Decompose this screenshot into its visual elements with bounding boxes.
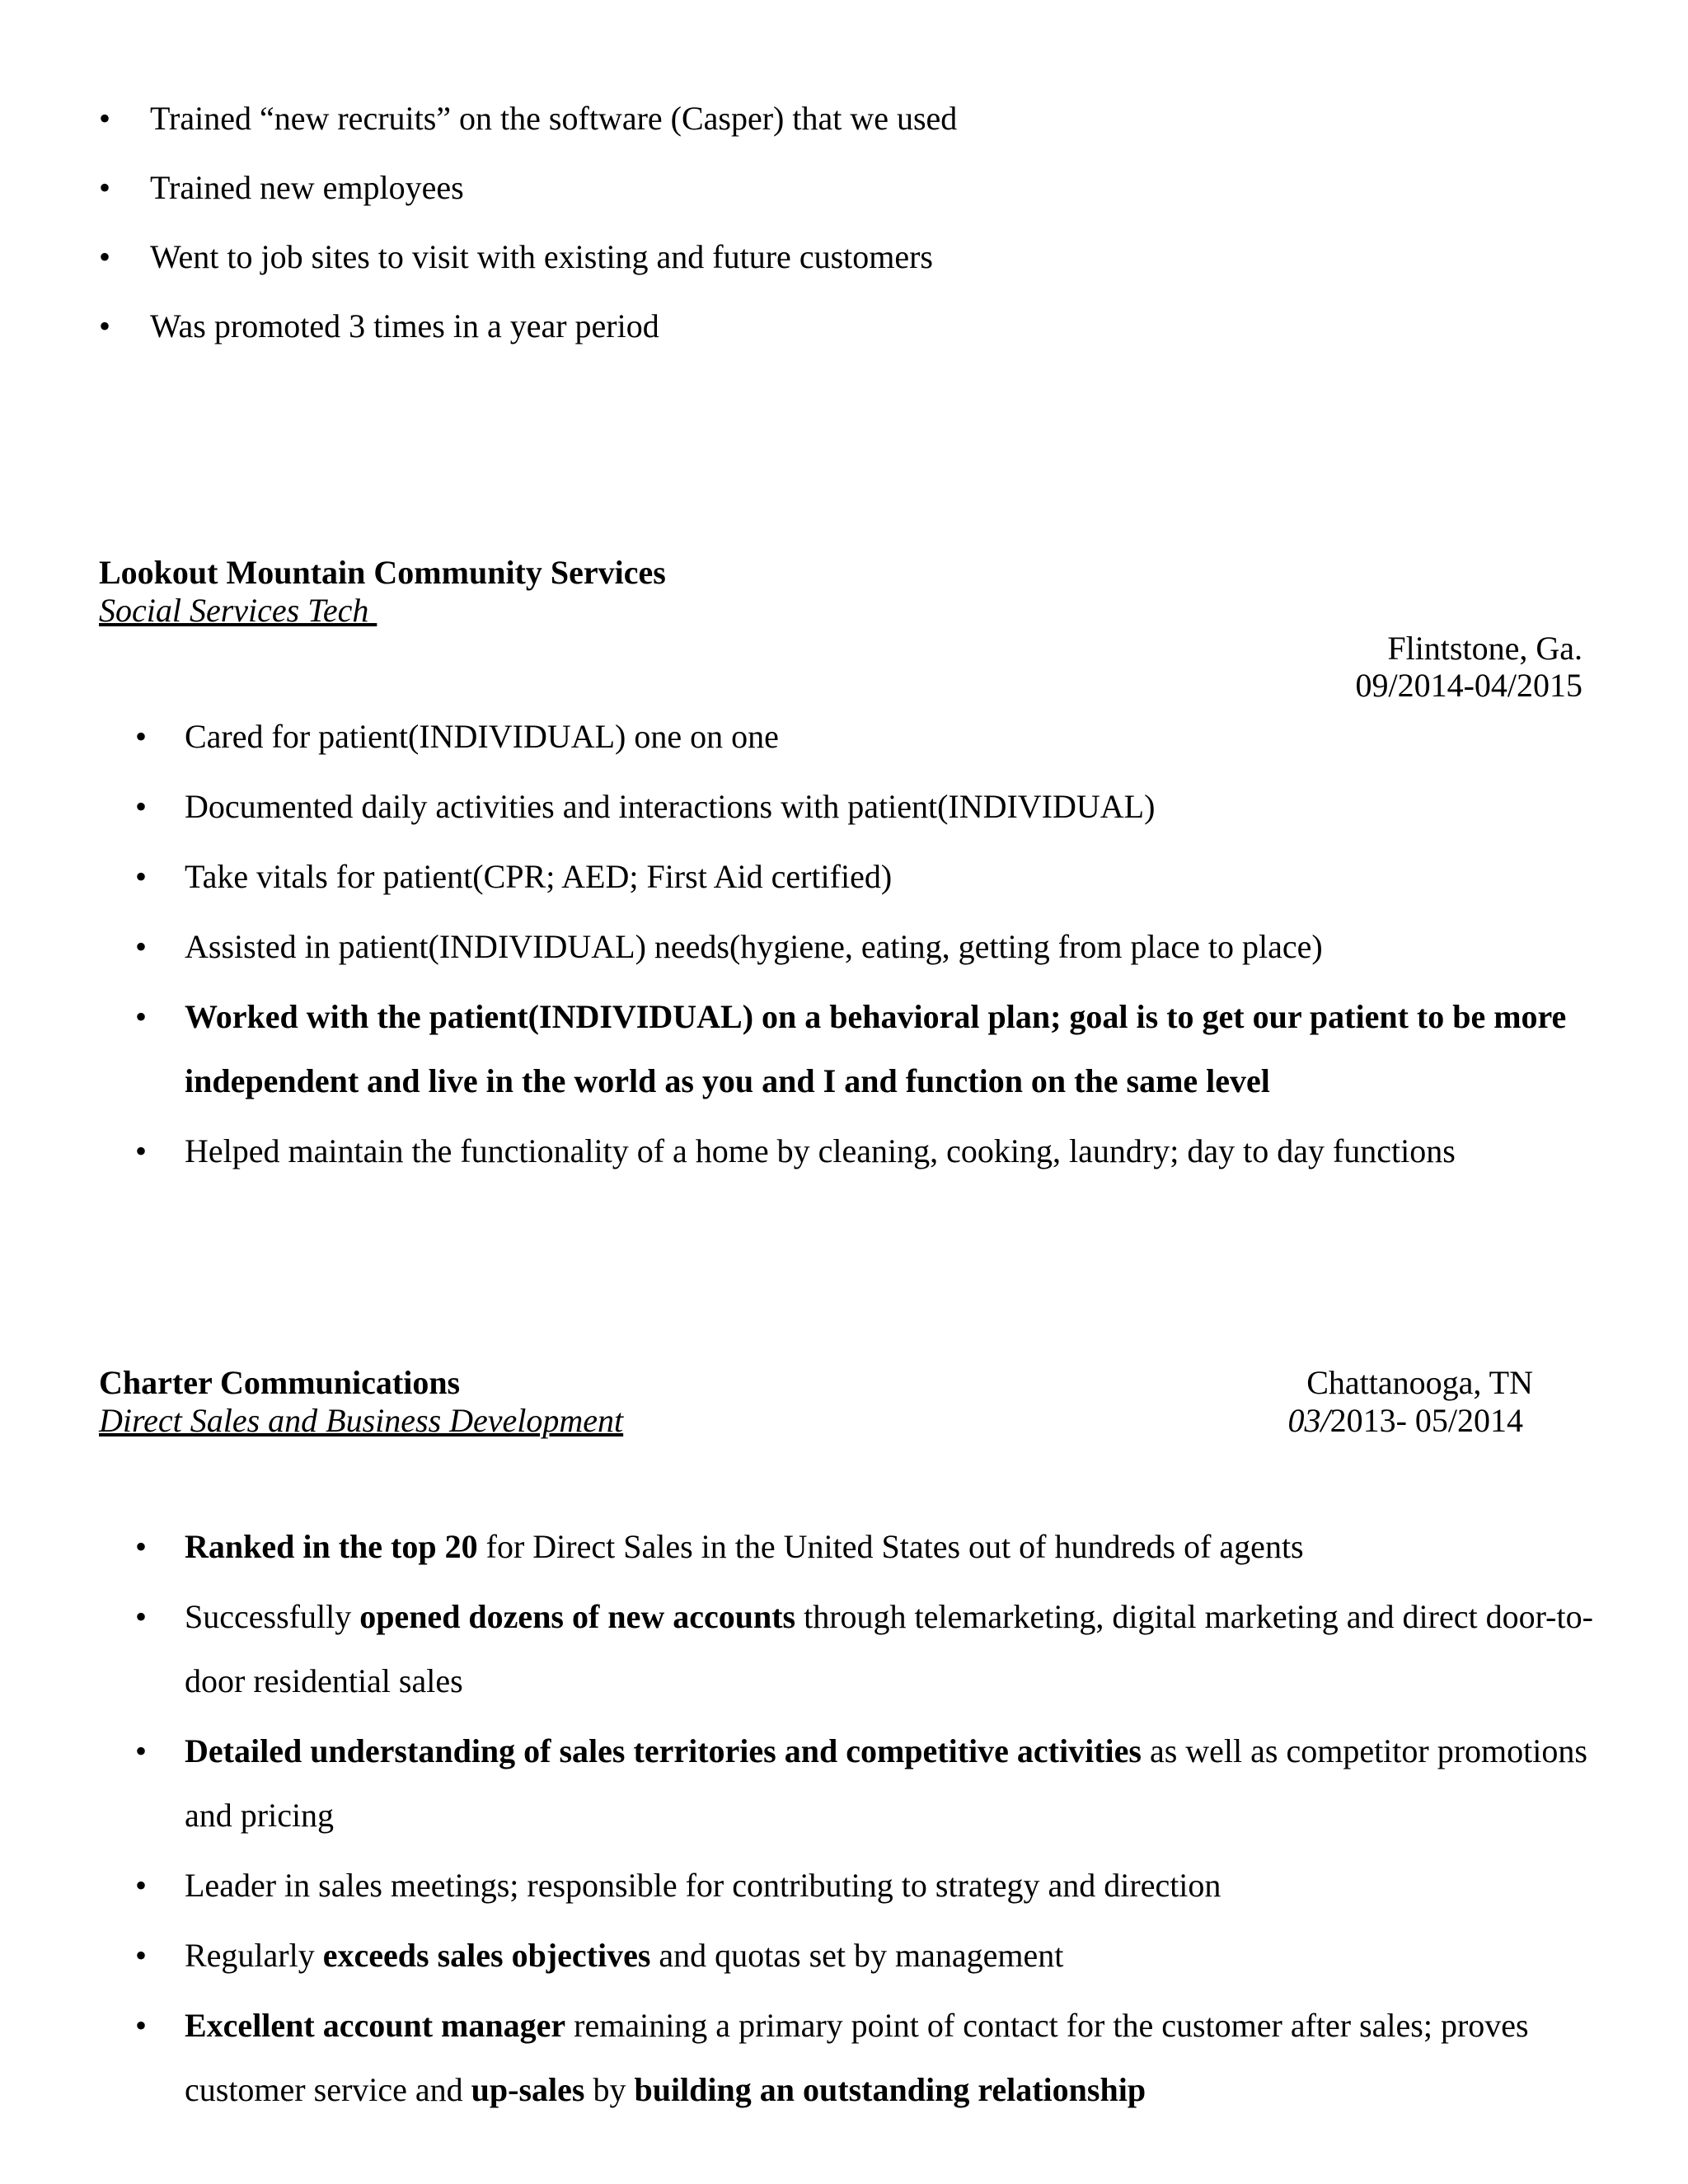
list-item xyxy=(135,775,1627,839)
bullet-icon: • xyxy=(135,788,148,825)
bullet-bold-text: Detailed understanding of sales territories and competitive activities xyxy=(185,1732,1142,1769)
bullet-icon: • xyxy=(99,169,111,206)
bullet-icon: • xyxy=(135,2007,148,2044)
charter-dates-rest: 2013- 05/2014 xyxy=(1329,1402,1523,1439)
previous-job-bullet-list xyxy=(99,87,1624,363)
bullet-text: Take vitals for patient(CPR; AED; First Aid certified) xyxy=(185,858,893,895)
bullet-bold-text: building an outstanding relationship xyxy=(634,2071,1146,2108)
bullet-text: for Direct Sales in the United States out of hundreds of agents xyxy=(477,1528,1304,1565)
bullet-bold-text: Excellent account manager xyxy=(185,2007,566,2044)
bullet-text: as well as competitor promotions and pricing xyxy=(185,1732,1587,1834)
list-item xyxy=(99,87,1624,151)
lookout-location: Flintstone, Ga. xyxy=(1387,630,1582,667)
bullet-icon: • xyxy=(135,1732,148,1769)
bullet-text: Helped maintain the functionality of a home by cleaning, cooking, laundry; day to day functions xyxy=(185,1132,1456,1169)
charter-bullet-list xyxy=(135,1515,1627,2128)
bullet-text: Trained new employees xyxy=(150,169,464,206)
charter-location: Chattanooga, TN xyxy=(1306,1364,1533,1401)
charter-dates-start-month: 03/ xyxy=(1287,1402,1330,1439)
bullet-bold-text: up-sales xyxy=(471,2071,585,2108)
bullet-text: Was promoted 3 times in a year period xyxy=(150,307,659,344)
bullet-text: remaining a primary point of contact for the customer after sales; proves customer service and xyxy=(185,2007,1529,2108)
bullet-text: Went to job sites to visit with existing and future customers xyxy=(150,238,933,275)
bullet-icon: • xyxy=(135,858,148,895)
lookout-dates: 09/2014-04/2015 xyxy=(1355,667,1582,704)
list-item xyxy=(99,156,1624,220)
bullet-icon: • xyxy=(135,1867,148,1904)
bullet-text: and quotas set by management xyxy=(650,1937,1064,1974)
bullet-icon: • xyxy=(135,1598,148,1635)
bullet-text: Documented daily activities and interactions with patient(INDIVIDUAL) xyxy=(185,788,1156,825)
bullet-text: Cared for patient(INDIVIDUAL) one on one xyxy=(185,718,779,755)
lookout-job-title: Social Services Tech xyxy=(99,592,377,629)
bullet-icon: • xyxy=(99,100,111,137)
bullet-text: Worked with the patient(INDIVIDUAL) on a behavioral plan; goal is to get our patient to be more independent and live in the world as you and I and function on the same level xyxy=(185,998,1567,1099)
bullet-icon: • xyxy=(99,307,111,344)
bullet-text: by xyxy=(584,2071,635,2108)
list-item xyxy=(135,1924,1627,1988)
charter-company-name: Charter Communications xyxy=(99,1364,461,1401)
list-item xyxy=(135,915,1627,979)
list-item xyxy=(135,1994,1627,2122)
list-item xyxy=(135,705,1627,769)
list-item xyxy=(135,1119,1627,1183)
bullet-icon: • xyxy=(135,718,148,755)
bullet-text: Successfully xyxy=(185,1598,360,1635)
bullet-text: Leader in sales meetings; responsible for contributing to strategy and direction xyxy=(185,1867,1221,1904)
list-item xyxy=(99,294,1624,359)
bullet-icon: • xyxy=(135,1132,148,1169)
list-item xyxy=(135,985,1627,1113)
bullet-text: Assisted in patient(INDIVIDUAL) needs(hygiene, eating, getting from place to place) xyxy=(185,928,1323,965)
bullet-bold-text: opened dozens of new accounts xyxy=(359,1598,796,1635)
bullet-text: through telemarketing, digital marketing and direct door-to-door residential sales xyxy=(185,1598,1593,1699)
bullet-icon: • xyxy=(135,1937,148,1974)
lookout-bullet-list xyxy=(135,705,1627,1189)
list-item xyxy=(135,1585,1627,1713)
bullet-bold-text: Ranked in the top 20 xyxy=(185,1528,478,1565)
bullet-text: Trained “new recruits” on the software (Casper) that we used xyxy=(150,100,958,137)
list-item xyxy=(99,225,1624,289)
lookout-company-name: Lookout Mountain Community Services xyxy=(99,554,666,591)
bullet-icon: • xyxy=(99,238,111,275)
list-item xyxy=(135,1854,1627,1918)
bullet-bold-text: exceeds sales objectives xyxy=(322,1937,651,1974)
bullet-icon: • xyxy=(135,1528,148,1565)
list-item xyxy=(135,1719,1627,1848)
bullet-text: Regularly xyxy=(185,1937,323,1974)
list-item xyxy=(135,845,1627,909)
list-item xyxy=(135,1515,1627,1579)
bullet-icon: • xyxy=(135,998,148,1035)
charter-job-title: Direct Sales and Business Development xyxy=(99,1402,624,1439)
charter-dates xyxy=(1287,1402,1523,1440)
bullet-icon: • xyxy=(135,928,148,965)
